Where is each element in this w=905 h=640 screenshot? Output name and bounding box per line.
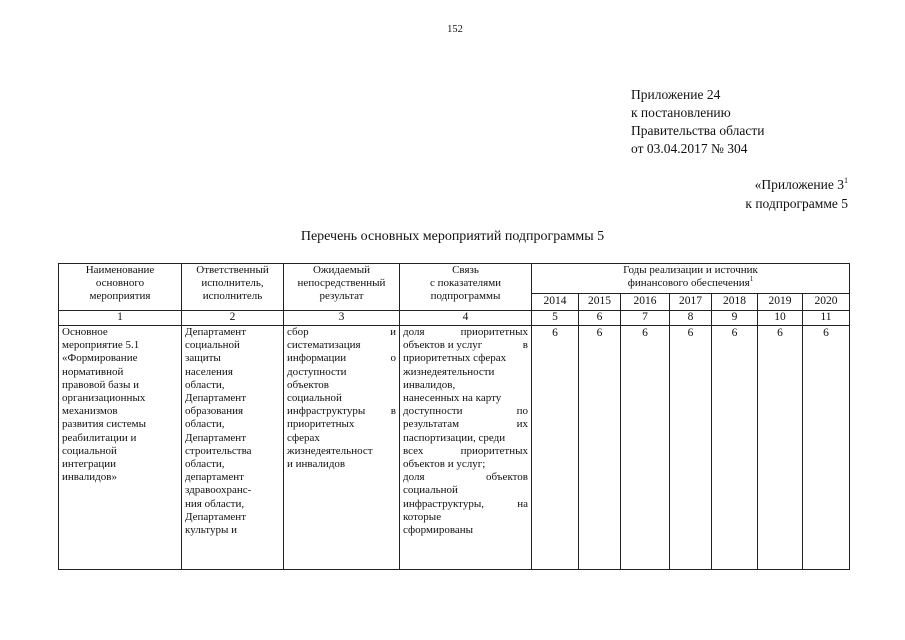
column-number: 2 [182, 311, 284, 326]
column-number: 5 [532, 311, 579, 326]
header-line: Ожидаемый [312, 264, 371, 276]
cell-line [287, 326, 396, 339]
cell-line-end: их [516, 418, 528, 431]
header-line: с показателями [429, 277, 502, 290]
cell-line: населения [185, 365, 233, 378]
cell-line: социальной [62, 444, 117, 457]
cell-measure-name [59, 326, 182, 570]
column-number: 4 [400, 311, 532, 326]
cell-line-end: приоритетных [460, 444, 528, 457]
cell-line [403, 511, 528, 524]
cell-line [403, 326, 528, 339]
header-line: непосредственный [297, 277, 386, 290]
cell-line [287, 458, 396, 471]
year-header: 2014 [532, 294, 579, 311]
header-line: исполнитель, [201, 277, 264, 290]
cell-line-start: нанесенных на карту [403, 392, 502, 405]
cell-line [403, 432, 528, 445]
cell-line: механизмов [62, 405, 118, 418]
cell-line [403, 458, 528, 471]
header-col2 [182, 264, 284, 311]
cell-line: области, [185, 418, 225, 431]
cell-line: департамент [185, 471, 244, 484]
cell-line [287, 379, 396, 392]
cell-line [403, 524, 528, 537]
cell-line-start: и инвалидов [287, 458, 346, 471]
cell-line: защиты [185, 352, 221, 365]
year-value: 6 [758, 326, 803, 570]
column-number: 11 [803, 311, 850, 326]
header-col1 [59, 264, 182, 311]
cell-line: Департамент [185, 431, 247, 444]
appendix-sub-text: «Приложение 3 [754, 177, 844, 192]
cell-line: организационных [62, 392, 146, 405]
cell-line: области, [185, 458, 225, 471]
cell-line [403, 484, 528, 497]
appendix-line: к постановлению [631, 105, 731, 120]
cell-line [403, 379, 528, 392]
year-header: 2018 [712, 294, 758, 311]
cell-line-start: социальной [287, 392, 342, 405]
year-value: 6 [579, 326, 621, 570]
cell-line: Основное [62, 326, 108, 338]
cell-line-start: сферах [287, 431, 320, 444]
column-number: 9 [712, 311, 758, 326]
cell-line: нормативной [62, 365, 124, 378]
appendix-block [631, 86, 764, 158]
cell-line: реабилитации и [62, 431, 137, 444]
cell-line: Департамент [185, 326, 247, 338]
cell-line-start: которые [403, 510, 442, 523]
cell-line-start: сформированы [403, 524, 474, 537]
column-number: 8 [670, 311, 712, 326]
cell-line-end: приоритетных [460, 326, 528, 338]
header-line: результат [319, 290, 364, 303]
cell-line-end: объектов [486, 471, 528, 484]
cell-line-start: всех [403, 444, 424, 457]
cell-line: «Формирование [62, 352, 138, 365]
cell-line: инвалидов» [62, 471, 117, 484]
cell-line-start: приоритетных сферах [403, 352, 507, 365]
cell-line: мероприятие 5.1 [62, 339, 140, 352]
header-line: Ответственный [196, 264, 269, 276]
cell-line-end: в [522, 339, 528, 352]
cell-line-end: о [390, 352, 396, 365]
cell-line: правовой базы и [62, 378, 139, 391]
cell-line-end: по [516, 405, 528, 418]
column-number: 1 [59, 311, 182, 326]
appendix-sub-line [745, 175, 848, 194]
header-line: исполнитель [202, 290, 263, 303]
years-group-footnote-mark: 1 [749, 275, 754, 284]
cell-line-start: доступности [287, 365, 347, 378]
cell-line [403, 339, 528, 352]
cell-line-end: в [390, 405, 396, 418]
year-header: 2020 [803, 294, 850, 311]
cell-line-start: доля [403, 326, 425, 338]
cell-line [287, 445, 396, 458]
cell-line-end: и [390, 326, 396, 338]
year-value: 6 [621, 326, 670, 570]
year-header: 2017 [670, 294, 712, 311]
appendix-sub-block [745, 175, 848, 213]
appendix-sub-footnote-mark: 1 [844, 176, 848, 185]
cell-line [287, 432, 396, 445]
cell-executor [182, 326, 284, 570]
cell-line [403, 471, 528, 484]
cell-line: интеграции [62, 458, 117, 471]
year-header: 2016 [621, 294, 670, 311]
years-group-line [535, 277, 846, 290]
cell-line: области, [185, 378, 225, 391]
header-col3 [284, 264, 400, 311]
appendix-line: Приложение 24 [631, 87, 721, 102]
year-header: 2019 [758, 294, 803, 311]
cell-line [403, 352, 528, 365]
cell-line [403, 418, 528, 431]
cell-line [287, 366, 396, 379]
cell-line [403, 392, 528, 405]
year-value: 6 [712, 326, 758, 570]
header-row [59, 264, 850, 294]
appendix-line: Правительства области [631, 123, 765, 138]
cell-line-start: сбор [287, 326, 309, 338]
cell-line [287, 392, 396, 405]
cell-line-start: социальной [403, 484, 458, 497]
header-line: Наименование [85, 264, 155, 276]
page-title: Перечень основных мероприятий подпрограммы 5 [300, 229, 605, 244]
column-number: 7 [621, 311, 670, 326]
cell-line [403, 498, 528, 511]
cell-expected-result [284, 326, 400, 570]
measures-table [58, 263, 850, 570]
header-line: основного [95, 277, 145, 290]
cell-line-start: объектов и услуг [403, 339, 483, 352]
cell-line-start: инфраструктуры, [403, 497, 484, 510]
cell-line-start: жизнедеятельности [403, 365, 495, 378]
years-group-text: финансового обеспечения [627, 277, 750, 290]
appendix-line: от 03.04.2017 № 304 [631, 141, 748, 156]
cell-line: культуры и [185, 524, 237, 537]
cell-line: развития системы [62, 418, 147, 431]
cell-line-start: приоритетных [287, 418, 355, 431]
year-value: 6 [532, 326, 579, 570]
cell-line-start: информации [287, 352, 347, 365]
years-group-line: Годы реализации и источник [623, 264, 758, 276]
cell-line [403, 445, 528, 458]
cell-line [287, 352, 396, 365]
cell-indicators-link [400, 326, 532, 570]
cell-line-start: доступности [403, 405, 463, 418]
cell-line-start: инфраструктуры [287, 405, 366, 418]
cell-line: социальной [185, 339, 240, 352]
cell-line: здравоохранс- [185, 484, 252, 497]
cell-line-start: объектов и услуг; [403, 458, 486, 471]
header-line: Связь [452, 264, 479, 276]
cell-line-start: объектов [287, 378, 329, 391]
cell-line: ния области, [185, 497, 245, 510]
table-row [59, 326, 850, 570]
cell-line-start: инвалидов, [403, 378, 456, 391]
header-col4 [400, 264, 532, 311]
cell-line-start: доля [403, 471, 425, 484]
header-line: мероприятия [89, 290, 151, 303]
cell-line-start: жизнедеятельност [287, 444, 373, 457]
cell-line [403, 366, 528, 379]
cell-line: Департамент [185, 392, 247, 405]
cell-line-end: на [517, 497, 528, 510]
cell-line [403, 405, 528, 418]
cell-line-start: результатам [403, 418, 460, 431]
cell-line: Департамент [185, 510, 247, 523]
year-header: 2015 [579, 294, 621, 311]
cell-line [287, 418, 396, 431]
column-number: 10 [758, 311, 803, 326]
year-value: 6 [803, 326, 850, 570]
header-line: подпрограммы [430, 290, 501, 303]
cell-line-start: паспортизации, среди [403, 431, 506, 444]
page-number: 152 [447, 24, 463, 35]
column-number: 3 [284, 311, 400, 326]
header-years-group [532, 264, 850, 294]
cell-line: образования [185, 405, 244, 418]
cell-line [287, 405, 396, 418]
cell-line-start: систематизация [287, 339, 361, 352]
cell-line [287, 339, 396, 352]
year-value: 6 [670, 326, 712, 570]
appendix-sub-line: к подпрограмме 5 [745, 196, 848, 211]
column-number-row [59, 311, 850, 326]
column-number: 6 [579, 311, 621, 326]
cell-line: строительства [185, 444, 252, 457]
